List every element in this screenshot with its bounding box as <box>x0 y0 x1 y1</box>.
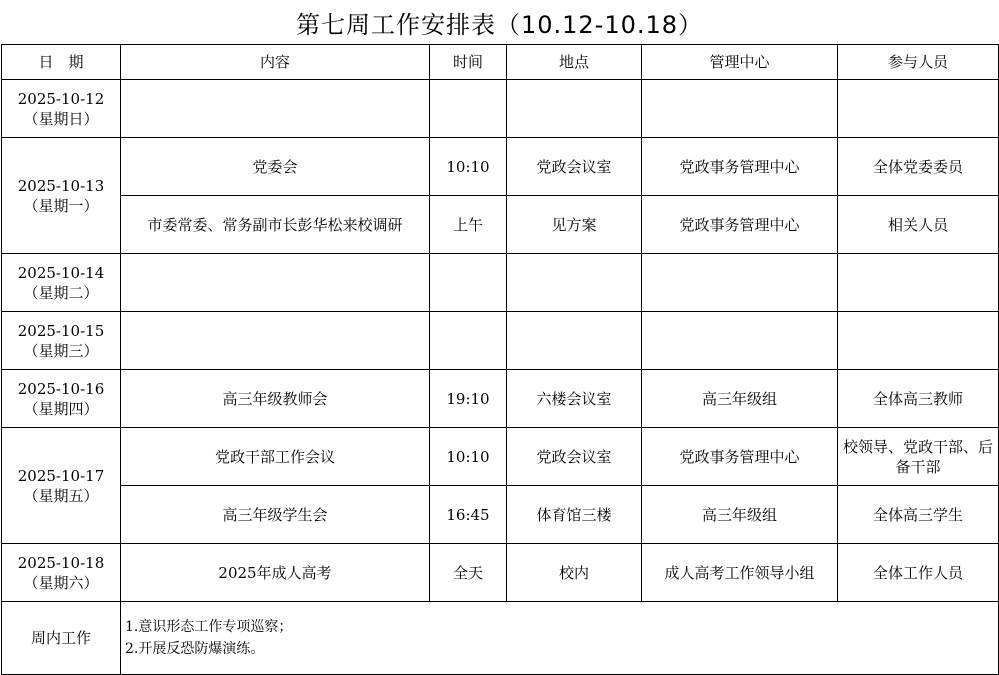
table-row <box>2 544 999 602</box>
content-cell <box>121 312 430 370</box>
content-cell: 2025年成人高考 <box>121 544 430 602</box>
time-cell: 全天 <box>430 544 507 602</box>
header-row <box>2 45 999 80</box>
date-cell <box>2 138 121 254</box>
date-text: 2025-10-12 <box>17 89 105 108</box>
week-work-item: 1.意识形态工作专项巡察； <box>125 619 293 635</box>
table-row <box>2 486 999 544</box>
schedule-table <box>1 44 999 675</box>
time-cell <box>430 80 507 138</box>
place-cell: 校内 <box>507 544 642 602</box>
date-cell <box>2 254 121 312</box>
page-title: 第七周工作安排表（10.12-10.18） <box>295 10 704 39</box>
date-cell <box>2 544 121 602</box>
table-row <box>2 80 999 138</box>
center-cell <box>642 312 838 370</box>
date-cell <box>2 312 121 370</box>
header-date: 日 期 <box>2 45 121 80</box>
content-cell: 党政干部工作会议 <box>121 428 430 486</box>
date-text: 2025-10-17 <box>17 466 105 485</box>
place-cell <box>507 80 642 138</box>
table-row <box>2 370 999 428</box>
place-cell: 见方案 <box>507 196 642 254</box>
time-cell: 10:10 <box>430 138 507 196</box>
content-cell <box>121 254 430 312</box>
week-work-content <box>121 602 999 675</box>
time-cell <box>430 254 507 312</box>
content-cell <box>121 80 430 138</box>
date-cell <box>2 80 121 138</box>
date-text: 2025-10-18 <box>17 553 105 572</box>
time-cell: 上午 <box>430 196 507 254</box>
people-cell: 全体党委委员 <box>838 138 999 196</box>
date-cell <box>2 370 121 428</box>
place-cell: 党政会议室 <box>507 428 642 486</box>
people-cell: 全体高三学生 <box>838 486 999 544</box>
weekday-text: （星期五） <box>23 486 99 505</box>
center-cell <box>642 80 838 138</box>
weekday-text: （星期六） <box>23 573 99 592</box>
place-cell: 党政会议室 <box>507 138 642 196</box>
time-cell: 10:10 <box>430 428 507 486</box>
center-cell: 党政事务管理中心 <box>642 428 838 486</box>
people-cell <box>838 312 999 370</box>
center-cell <box>642 254 838 312</box>
date-text: 2025-10-14 <box>17 263 105 282</box>
content-cell: 党委会 <box>121 138 430 196</box>
weekday-text: （星期一） <box>23 196 99 215</box>
date-text: 2025-10-16 <box>17 379 105 398</box>
weekday-text: （星期四） <box>23 399 99 418</box>
table-row <box>2 428 999 486</box>
header-place: 地点 <box>507 45 642 80</box>
week-work-label: 周内工作 <box>2 602 121 675</box>
people-cell: 全体工作人员 <box>838 544 999 602</box>
header-center: 管理中心 <box>642 45 838 80</box>
date-text: 2025-10-15 <box>17 321 105 340</box>
weekday-text: （星期三） <box>23 341 99 360</box>
header-people: 参与人员 <box>838 45 999 80</box>
people-cell <box>838 254 999 312</box>
weekday-text: （星期二） <box>23 283 99 302</box>
table-row <box>2 196 999 254</box>
center-cell: 高三年级组 <box>642 486 838 544</box>
place-cell <box>507 254 642 312</box>
time-cell: 19:10 <box>430 370 507 428</box>
people-cell: 全体高三教师 <box>838 370 999 428</box>
time-cell <box>430 312 507 370</box>
center-cell: 高三年级组 <box>642 370 838 428</box>
people-cell: 相关人员 <box>838 196 999 254</box>
table-row <box>2 138 999 196</box>
people-cell <box>838 80 999 138</box>
table-row <box>2 312 999 370</box>
center-cell: 党政事务管理中心 <box>642 196 838 254</box>
content-cell: 高三年级学生会 <box>121 486 430 544</box>
week-work-item: 2.开展反恐防爆演练。 <box>125 641 265 657</box>
date-cell <box>2 428 121 544</box>
place-cell: 六楼会议室 <box>507 370 642 428</box>
weekday-text: （星期日） <box>23 109 99 128</box>
header-time: 时间 <box>430 45 507 80</box>
center-cell: 成人高考工作领导小组 <box>642 544 838 602</box>
place-cell <box>507 312 642 370</box>
place-cell: 体育馆三楼 <box>507 486 642 544</box>
table-row <box>2 254 999 312</box>
content-cell: 高三年级教师会 <box>121 370 430 428</box>
content-cell: 市委常委、常务副市长彭华松来校调研 <box>121 196 430 254</box>
center-cell: 党政事务管理中心 <box>642 138 838 196</box>
people-cell: 校领导、党政干部、后备干部 <box>838 428 999 486</box>
date-text: 2025-10-13 <box>17 176 105 195</box>
header-content: 内容 <box>121 45 430 80</box>
week-work-row <box>2 602 999 675</box>
time-cell: 16:45 <box>430 486 507 544</box>
